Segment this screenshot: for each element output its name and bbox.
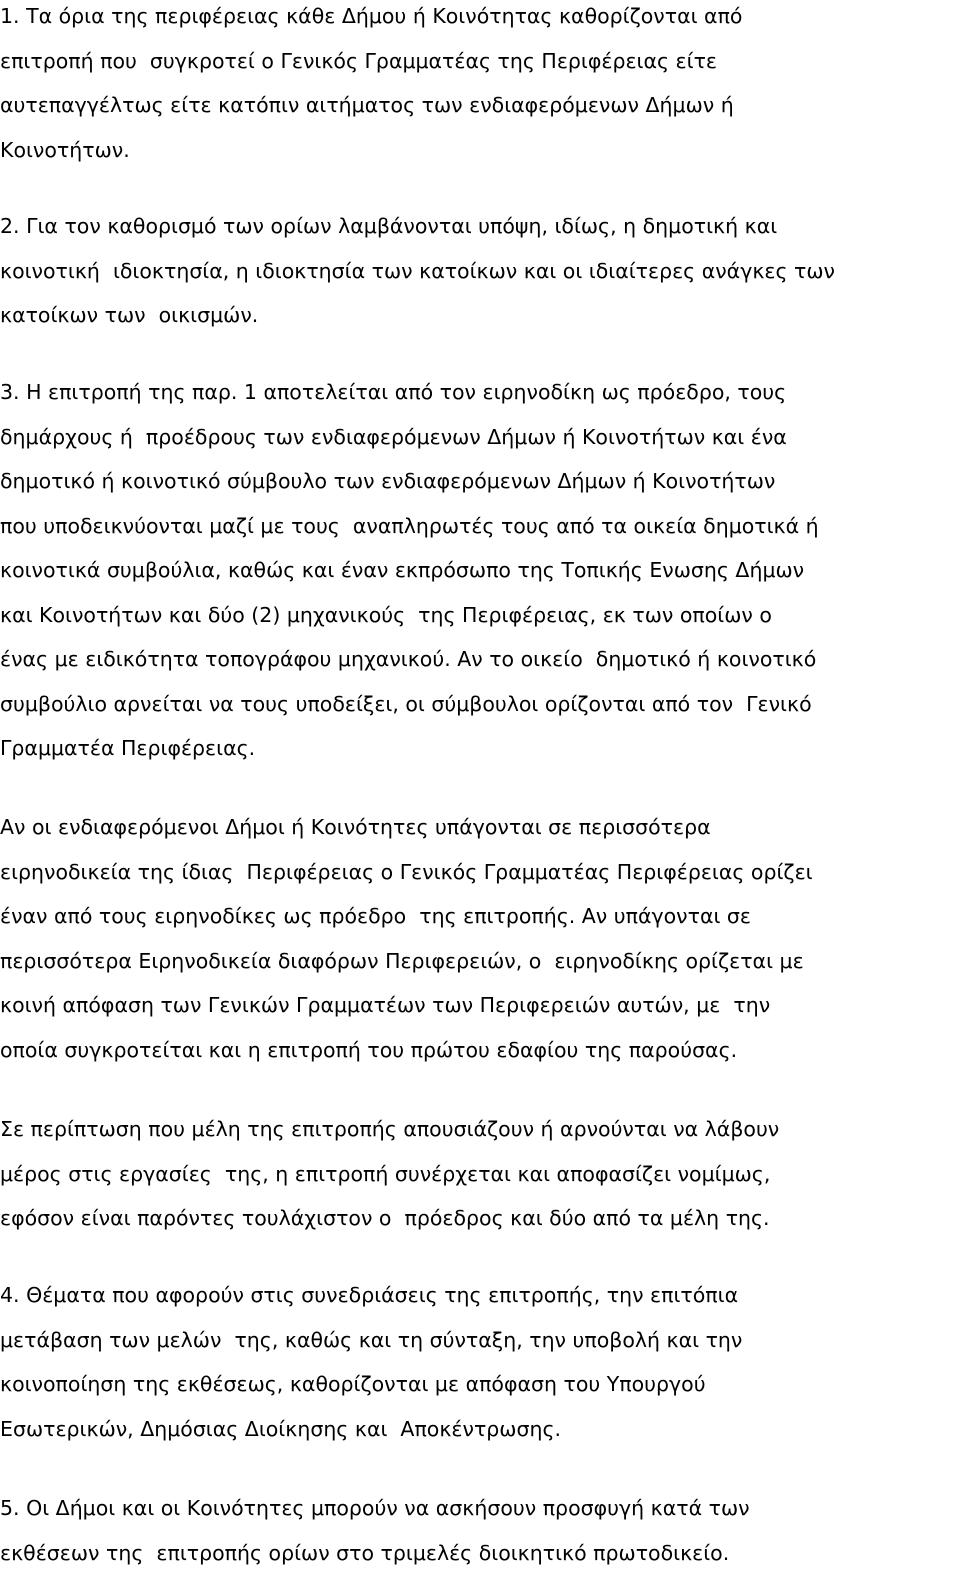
text-line: δημάρχους ή προέδρους των ενδιαφερόμενων Δήμων ή Κοινοτήτων και ένα bbox=[0, 415, 819, 460]
text-line: 3. Η επιτροπή της παρ. 1 αποτελείται από τον ειρηνοδίκη ως πρόεδρο, τους bbox=[0, 370, 819, 415]
text-line: Αν οι ενδιαφερόμενοι Δήμοι ή Κοινότητες υπάγονται σε περισσότερα bbox=[0, 805, 813, 850]
text-line: μέρος στις εργασίες της, η επιτροπή συνέρχεται και αποφασίζει νομίμως, bbox=[0, 1152, 779, 1197]
text-line: 4. Θέματα που αφορούν στις συνεδριάσεις της επιτροπής, την επιτόπια bbox=[0, 1273, 742, 1318]
text-line: κοινοποίηση της εκθέσεως, καθορίζονται με απόφαση του Υπουργού bbox=[0, 1362, 742, 1407]
paragraph-5 bbox=[0, 1107, 779, 1241]
text-line: ένας με ειδικότητα τοπογράφου μηχανικού. Αν το οικείο δημοτικό ή κοινοτικό bbox=[0, 637, 819, 682]
text-line: αυτεπαγγέλτως είτε κατόπιν αιτήματος των ενδιαφερόμενων Δήμων ή bbox=[0, 83, 742, 128]
text-line: συμβούλιο αρνείται να τους υποδείξει, οι σύμβουλοι ορίζονται από τον Γενικό bbox=[0, 682, 819, 727]
text-line: περισσότερα Ειρηνοδικεία διαφόρων Περιφερειών, ο ειρηνοδίκης ορίζεται με bbox=[0, 939, 813, 984]
text-line: που υποδεικνύονται μαζί με τους αναπληρωτές τους από τα οικεία δημοτικά ή bbox=[0, 504, 819, 549]
paragraph-2 bbox=[0, 204, 835, 338]
text-line: ειρηνοδικεία της ίδιας Περιφέρειας ο Γενικός Γραμματέας Περιφέρειας ορίζει bbox=[0, 850, 813, 895]
text-line: Εσωτερικών, Δημόσιας Διοίκησης και Αποκέντρωσης. bbox=[0, 1407, 742, 1452]
text-line: Κοινοτήτων. bbox=[0, 128, 742, 173]
paragraph-1 bbox=[0, 0, 742, 172]
text-line: 5. Οι Δήμοι και οι Κοινότητες μπορούν να ασκήσουν προσφυγή κατά των bbox=[0, 1486, 750, 1531]
text-line: 2. Για τον καθορισμό των ορίων λαμβάνονται υπόψη, ιδίως, η δημοτική και bbox=[0, 204, 835, 249]
text-line: 1. Τα όρια της περιφέρειας κάθε Δήμου ή Κοινότητας καθορίζονται από bbox=[0, 0, 742, 39]
text-line: δημοτικό ή κοινοτικό σύμβουλο των ενδιαφερόμενων Δήμων ή Κοινοτήτων bbox=[0, 459, 819, 504]
text-line: οποία συγκροτείται και η επιτροπή του πρώτου εδαφίου της παρούσας. bbox=[0, 1028, 813, 1073]
text-line: και Κοινοτήτων και δύο (2) μηχανικούς της Περιφέρειας, εκ των οποίων ο bbox=[0, 593, 819, 638]
text-line: έναν από τους ειρηνοδίκες ως πρόεδρο της επιτροπής. Αν υπάγονται σε bbox=[0, 894, 813, 939]
text-line: εκθέσεων της επιτροπής ορίων στο τριμελές διοικητικό πρωτοδικείο. bbox=[0, 1531, 750, 1575]
paragraph-4 bbox=[0, 805, 813, 1072]
text-line: εφόσον είναι παρόντες τουλάχιστον ο πρόεδρος και δύο από τα μέλη της. bbox=[0, 1196, 779, 1241]
text-line: κατοίκων των οικισμών. bbox=[0, 293, 835, 338]
text-line: Γραμματέα Περιφέρειας. bbox=[0, 726, 819, 771]
paragraph-7 bbox=[0, 1486, 750, 1575]
paragraph-3 bbox=[0, 370, 819, 771]
text-line: Σε περίπτωση που μέλη της επιτροπής απουσιάζουν ή αρνούνται να λάβουν bbox=[0, 1107, 779, 1152]
text-line: μετάβαση των μελών της, καθώς και τη σύνταξη, την υποβολή και την bbox=[0, 1318, 742, 1363]
paragraph-6 bbox=[0, 1273, 742, 1451]
text-line: επιτροπή που συγκροτεί ο Γενικός Γραμματέας της Περιφέρειας είτε bbox=[0, 39, 742, 84]
text-line: κοινοτική ιδιοκτησία, η ιδιοκτησία των κατοίκων και οι ιδιαίτερες ανάγκες των bbox=[0, 249, 835, 294]
text-line: κοινή απόφαση των Γενικών Γραμματέων των Περιφερειών αυτών, με την bbox=[0, 983, 813, 1028]
text-line: κοινοτικά συμβούλια, καθώς και έναν εκπρόσωπο της Τοπικής Ενωσης Δήμων bbox=[0, 548, 819, 593]
